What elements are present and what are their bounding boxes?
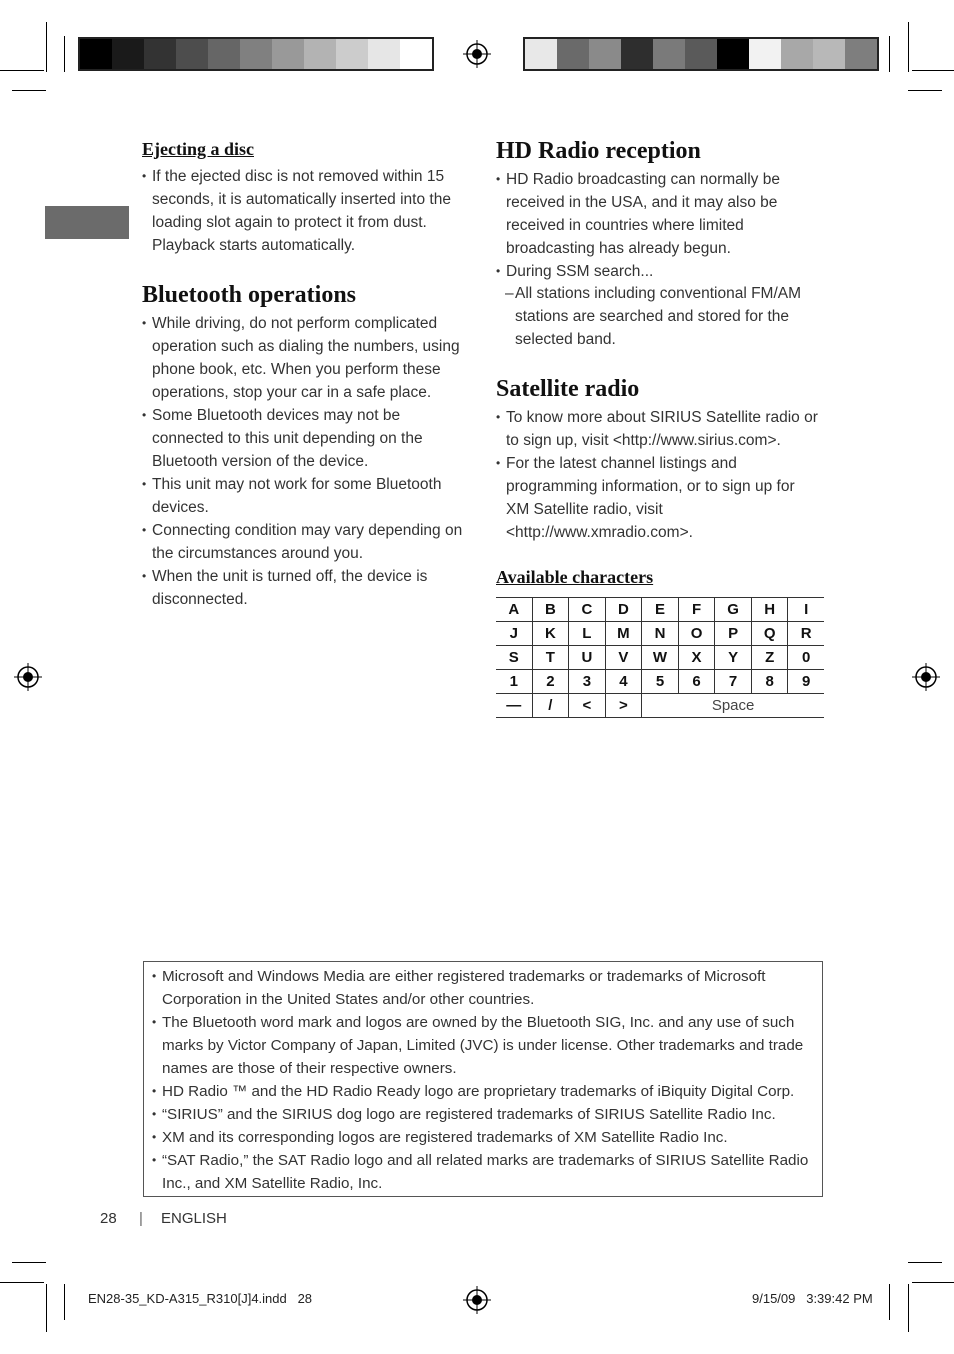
char-cell: L [569,622,606,646]
char-cell: 6 [678,670,715,694]
color-swatch [685,39,717,69]
registration-mark-icon [463,40,491,68]
table-row [496,694,824,718]
char-cell: A [496,598,532,622]
color-bar-right [523,37,879,71]
color-swatch [589,39,621,69]
crop-mark [889,1284,890,1320]
char-cell: C [569,598,606,622]
color-swatch [557,39,589,69]
side-tab [45,206,129,239]
registration-mark-icon [912,663,940,691]
table-row [496,622,824,646]
crop-mark [46,1284,47,1332]
list-item: • Connecting condition may vary depending on the circumstances around you. [142,519,464,565]
crop-mark [0,70,44,71]
list-item: • “SAT Radio,” the SAT Radio logo and all related marks are trademarks of SIRIUS Satellite Radio Inc., and XM Satellite Radio, Inc. [152,1149,812,1195]
char-cell: 3 [569,670,606,694]
color-swatch [368,39,400,69]
ejecting-list [142,165,464,257]
char-cell: S [496,646,532,670]
list-item: • The Bluetooth word mark and logos are owned by the Bluetooth SIG, Inc. and any use of such marks by Victor Company of Japan, Limited (JVC) is under license. Other trademarks and trade names are those of their respective owners. [152,1011,812,1080]
char-cell: / [532,694,569,718]
char-cell: > [605,694,642,718]
satellite-heading: Satellite radio [496,376,640,402]
color-swatch [813,39,845,69]
slug-date: 9/15/09 3:39:42 PM [752,1291,873,1306]
crop-mark [0,1282,44,1283]
color-swatch [781,39,813,69]
list-item: • When the unit is turned off, the device is disconnected. [142,565,464,611]
list-item: • HD Radio broadcasting can normally be received in the USA, and it may also be received in countries where limited broadcasting has already begun. [496,168,814,260]
table-row [496,670,824,694]
char-cell: T [532,646,569,670]
hd-radio-sub-item: – All stations including conventional FM/AM stations are searched and stored for the selected band. [496,282,833,351]
crop-mark [912,1282,954,1283]
char-cell: Z [751,646,788,670]
char-cell: 7 [715,670,752,694]
list-item: • This unit may not work for some Bluetooth devices. [142,473,464,519]
crop-mark [908,90,942,91]
char-cell: W [642,646,679,670]
crop-mark [64,36,65,72]
bluetooth-heading: Bluetooth operations [142,282,357,308]
crop-mark [908,1262,942,1263]
char-cell: 8 [751,670,788,694]
hd-radio-heading: HD Radio reception [496,138,701,164]
registration-mark-icon [14,663,42,691]
char-cell: Q [751,622,788,646]
characters-table [496,597,824,718]
char-cell: V [605,646,642,670]
char-cell: B [532,598,569,622]
list-item: • For the latest channel listings and programming information, or to sign up for XM Satellite radio, visit <http://www.xmradio.com>. [496,452,822,544]
trademark-list [152,965,812,1195]
char-cell: J [496,622,532,646]
crop-mark [12,90,46,91]
char-cell: 2 [532,670,569,694]
list-item: • While driving, do not perform complicated operation such as dialing the numbers, using phone book, etc. When you perform these operations, stop your car in a safe place. [142,312,464,404]
color-swatch [144,39,176,69]
crop-mark [46,22,47,72]
color-bar-left [78,37,434,71]
slug-file: EN28-35_KD-A315_R310[J]4.indd 28 [88,1291,313,1306]
table-row [496,646,824,670]
char-cell-space: Space [642,694,824,718]
char-cell: M [605,622,642,646]
char-cell: 9 [788,670,824,694]
char-cell: R [788,622,824,646]
char-cell: G [715,598,752,622]
list-item: • If the ejected disc is not removed within 15 seconds, it is automatically inserted into the loading slot again to protect it from dust. Playback starts automatically. [142,165,464,257]
crop-mark [908,1284,909,1332]
char-cell: 1 [496,670,532,694]
color-swatch [240,39,272,69]
char-cell: K [532,622,569,646]
trademark-box [143,961,823,1197]
char-cell: I [788,598,824,622]
char-cell: N [642,622,679,646]
color-swatch [400,39,432,69]
footer-language: ENGLISH [161,1210,227,1227]
list-item: • “SIRIUS” and the SIRIUS dog logo are registered trademarks of SIRIUS Satellite Radio Inc. [152,1103,812,1126]
page-number: 28 [100,1210,117,1227]
char-cell: H [751,598,788,622]
char-cell: Y [715,646,752,670]
color-swatch [653,39,685,69]
color-swatch [749,39,781,69]
color-swatch [112,39,144,69]
list-item: • Some Bluetooth devices may not be connected to this unit depending on the Bluetooth version of the device. [142,404,464,473]
list-item: • HD Radio ™ and the HD Radio Ready logo are proprietary trademarks of iBiquity Digital Corp. [152,1080,812,1103]
color-swatch [304,39,336,69]
color-swatch [621,39,653,69]
char-cell: X [678,646,715,670]
color-swatch [525,39,557,69]
char-cell: F [678,598,715,622]
crop-mark [908,22,909,72]
list-item: • XM and its corresponding logos are registered trademarks of XM Satellite Radio Inc. [152,1126,812,1149]
char-cell: — [496,694,532,718]
char-cell: 5 [642,670,679,694]
hd-radio-list [496,168,814,283]
crop-mark [889,36,890,72]
crop-mark [64,1284,65,1320]
table-row [496,598,824,622]
char-cell: U [569,646,606,670]
char-cell: D [605,598,642,622]
char-cell: 4 [605,670,642,694]
color-swatch [208,39,240,69]
ejecting-heading: Ejecting a disc [142,139,254,159]
color-swatch [272,39,304,69]
color-swatch [80,39,112,69]
char-cell: E [642,598,679,622]
color-swatch [717,39,749,69]
color-swatch [845,39,877,69]
registration-mark-icon [463,1286,491,1314]
color-swatch [336,39,368,69]
list-item: • To know more about SIRIUS Satellite radio or to sign up, visit <http://www.sirius.com>. [496,406,822,452]
satellite-list [496,406,822,544]
crop-mark [912,70,954,71]
list-item: • During SSM search... [496,260,814,283]
crop-mark [12,1262,46,1263]
color-swatch [176,39,208,69]
footer-separator: | [139,1210,143,1227]
bluetooth-list [142,312,464,611]
characters-heading: Available characters [496,567,654,587]
char-cell: < [569,694,606,718]
list-item: • Microsoft and Windows Media are either registered trademarks or trademarks of Microsoft Corporation in the United States and/or other countries. [152,965,812,1011]
char-cell: 0 [788,646,824,670]
char-cell: O [678,622,715,646]
char-cell: P [715,622,752,646]
